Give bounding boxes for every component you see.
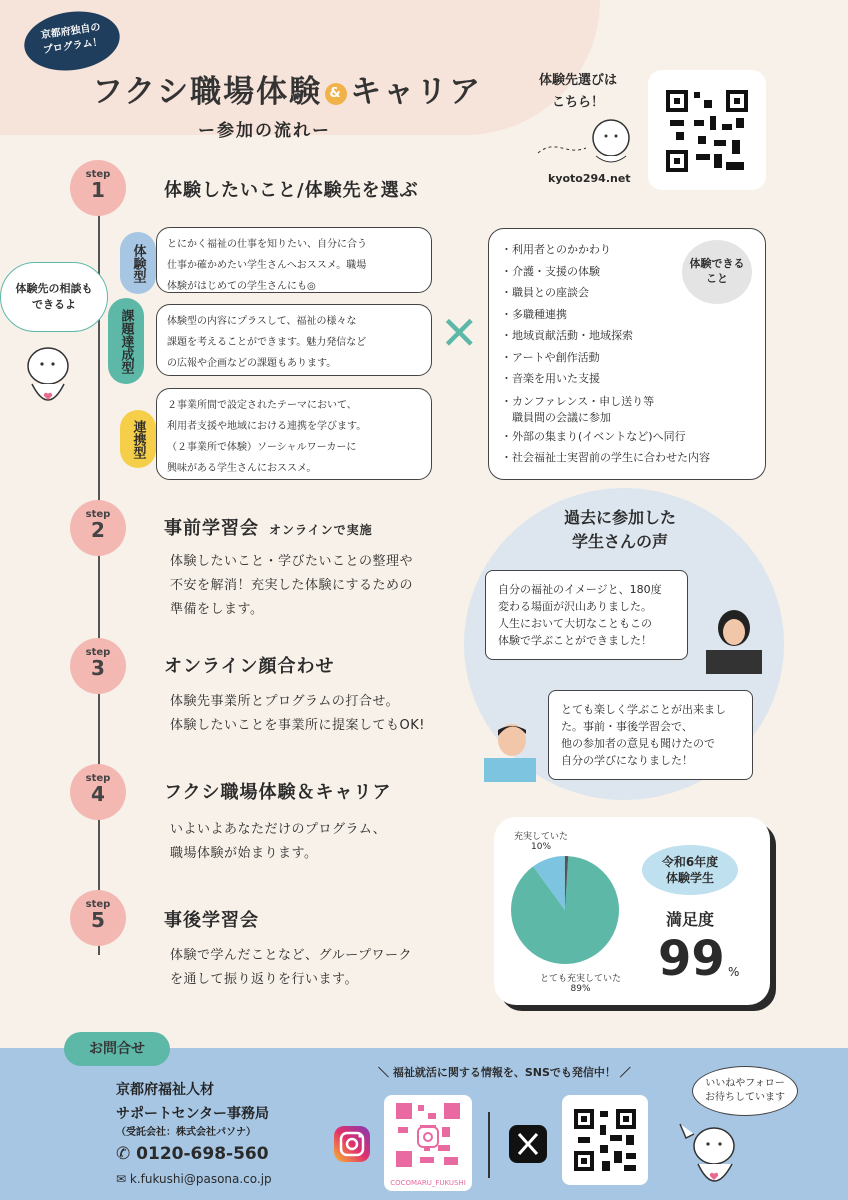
step-4-circle: step 4	[70, 764, 126, 820]
instagram-id: COCOMARU_FUKUSHI	[390, 1179, 466, 1187]
pie-label-1: 充実していた 10%	[514, 832, 569, 852]
consult-bubble: 体験先の相談も できるよ	[0, 262, 108, 332]
type-tab-renkei: 連携型	[120, 410, 156, 468]
step-4-heading: フクシ職場体験＆キャリア	[164, 782, 392, 803]
x-twitter-icon[interactable]	[508, 1124, 548, 1164]
satisfaction-value: 99	[658, 931, 725, 987]
step-3-text: 体験先事業所とプログラムの打合せ。 体験したいことを事業所に提案してもOK!	[170, 694, 425, 733]
step-5-text: 体験で学んだことなど、グループワーク を通して振り返りを行います。	[170, 948, 412, 987]
type-tab-kadai: 課題達成型	[108, 298, 144, 384]
pie-label-2: とても充実していた 89%	[540, 974, 622, 994]
follow-bubble: いいねやフォロー お待ちしています	[692, 1066, 798, 1116]
choose-text: 体験先選びは こちら！	[538, 73, 617, 110]
phone-number[interactable]: ✆ 0120-698-560	[116, 1144, 269, 1164]
student-avatar-2-icon	[482, 722, 538, 784]
voice-bubble-2: とても楽しく学ぶことが出来まし た。事前・事後学習会で、 他の参加者の意見も聞けたので 自分の学びになりました！	[548, 690, 753, 780]
step-5-circle: step 5	[70, 890, 126, 946]
phone-icon: ✆	[116, 1144, 137, 1164]
mascot-icon	[536, 108, 636, 168]
page-subtitle: ー参加の流れー	[198, 121, 331, 141]
site-url: kyoto294.net	[548, 172, 631, 185]
step-2-circle: step 2	[70, 500, 126, 556]
year-badge: 令和6年度 体験学生	[642, 845, 738, 895]
qr-code-icon	[648, 70, 766, 190]
contact-tab: お問合せ	[64, 1032, 170, 1066]
step-1-heading: 体験したいこと/体験先を選ぶ	[164, 180, 419, 201]
sns-caption: ＼ 福祉就活に関する情報を、SNSでも発信中！ ／	[378, 1066, 631, 1079]
type-card-kadai: 体験型の内容にプラスして、福祉の様々な 課題を考えることができます。魅力発信など の広報や企画などの課題もあります。	[156, 304, 432, 376]
org-name: 京都府福祉人材 サポートセンター事務局 （受託会社：株式会社パソナ）	[116, 1082, 270, 1138]
type-card-renkei: ２事業所間で設定されたテーマにおいて、 利用者支援や地域における連携を学びます。 （２事業所で体験）ソーシャルワーカーに 興味がある学生さんにおススメ。	[156, 388, 432, 480]
satisfaction-pie-chart	[510, 855, 620, 965]
site-qr-code[interactable]	[648, 70, 766, 190]
cando-list: ・利用者とのかかわり ・介護・支援の体験 ・職員との座談会 ・多職種連携 ・地域貢献活動・地域探索 ・アートや創作活動 ・音楽を用いた支援 ・カンファレンス・申し送り等 職員間の会議に参加 ・外部の集まり(イベントなど)へ同行 ・社会福祉士実習前の学生に合わせた内容	[488, 228, 766, 480]
sns-divider	[488, 1112, 490, 1178]
instagram-icon[interactable]	[332, 1124, 372, 1164]
step-2-heading: 事前学習会 オンラインで実施	[164, 518, 373, 539]
satisfaction-panel	[494, 817, 770, 1005]
step-5-heading: 事後学習会	[164, 910, 259, 931]
mail-icon: ✉	[116, 1172, 130, 1186]
email-link[interactable]: ✉ k.fukushi@pasona.co.jp	[116, 1172, 272, 1186]
page-title: フクシ職場体験 & キャリア	[92, 74, 483, 110]
type-card-taiken: とにかく福祉の仕事を知りたい、自分に合う 仕事か確かめたい学生さんへおススメ。職場 体験がはじめての学生さんにも◎	[156, 227, 432, 293]
cando-label: 体験できる こと	[682, 240, 752, 304]
step-1-circle: step 1	[70, 160, 126, 216]
cross-icon: ✕	[440, 306, 479, 360]
mascot-pointing-icon	[676, 1118, 746, 1194]
step-3-heading: オンライン顔合わせ	[164, 656, 335, 677]
instagram-qr-code[interactable]	[384, 1095, 472, 1191]
x-qr-code[interactable]	[562, 1095, 648, 1185]
x-qr-icon	[562, 1095, 648, 1185]
voices-title: 過去に参加した 学生さんの声	[563, 508, 676, 551]
instagram-qr-icon	[384, 1095, 472, 1175]
mascot-thinking-icon	[18, 340, 78, 416]
student-avatar-1-icon	[704, 604, 764, 674]
type-tab-taiken: 体験型	[120, 232, 156, 294]
step-4-text: いよいよあなただけのプログラム、 職場体験が始まります。	[170, 822, 387, 861]
voice-bubble-1: 自分の福祉のイメージと、180度 変わる場面が沢山ありました。 人生において大切なこともこの 体験で学ぶことができました！	[485, 570, 688, 660]
satisfaction-unit: %	[728, 965, 740, 979]
satisfaction-title: 満足度	[666, 910, 715, 929]
step-3-circle: step 3	[70, 638, 126, 694]
step-2-text: 体験したいこと・学びたいことの整理や 不安を解消！充実した体験にするための 準備をします。	[170, 554, 414, 617]
program-badge: 京都府独自の プログラム！	[20, 6, 123, 77]
